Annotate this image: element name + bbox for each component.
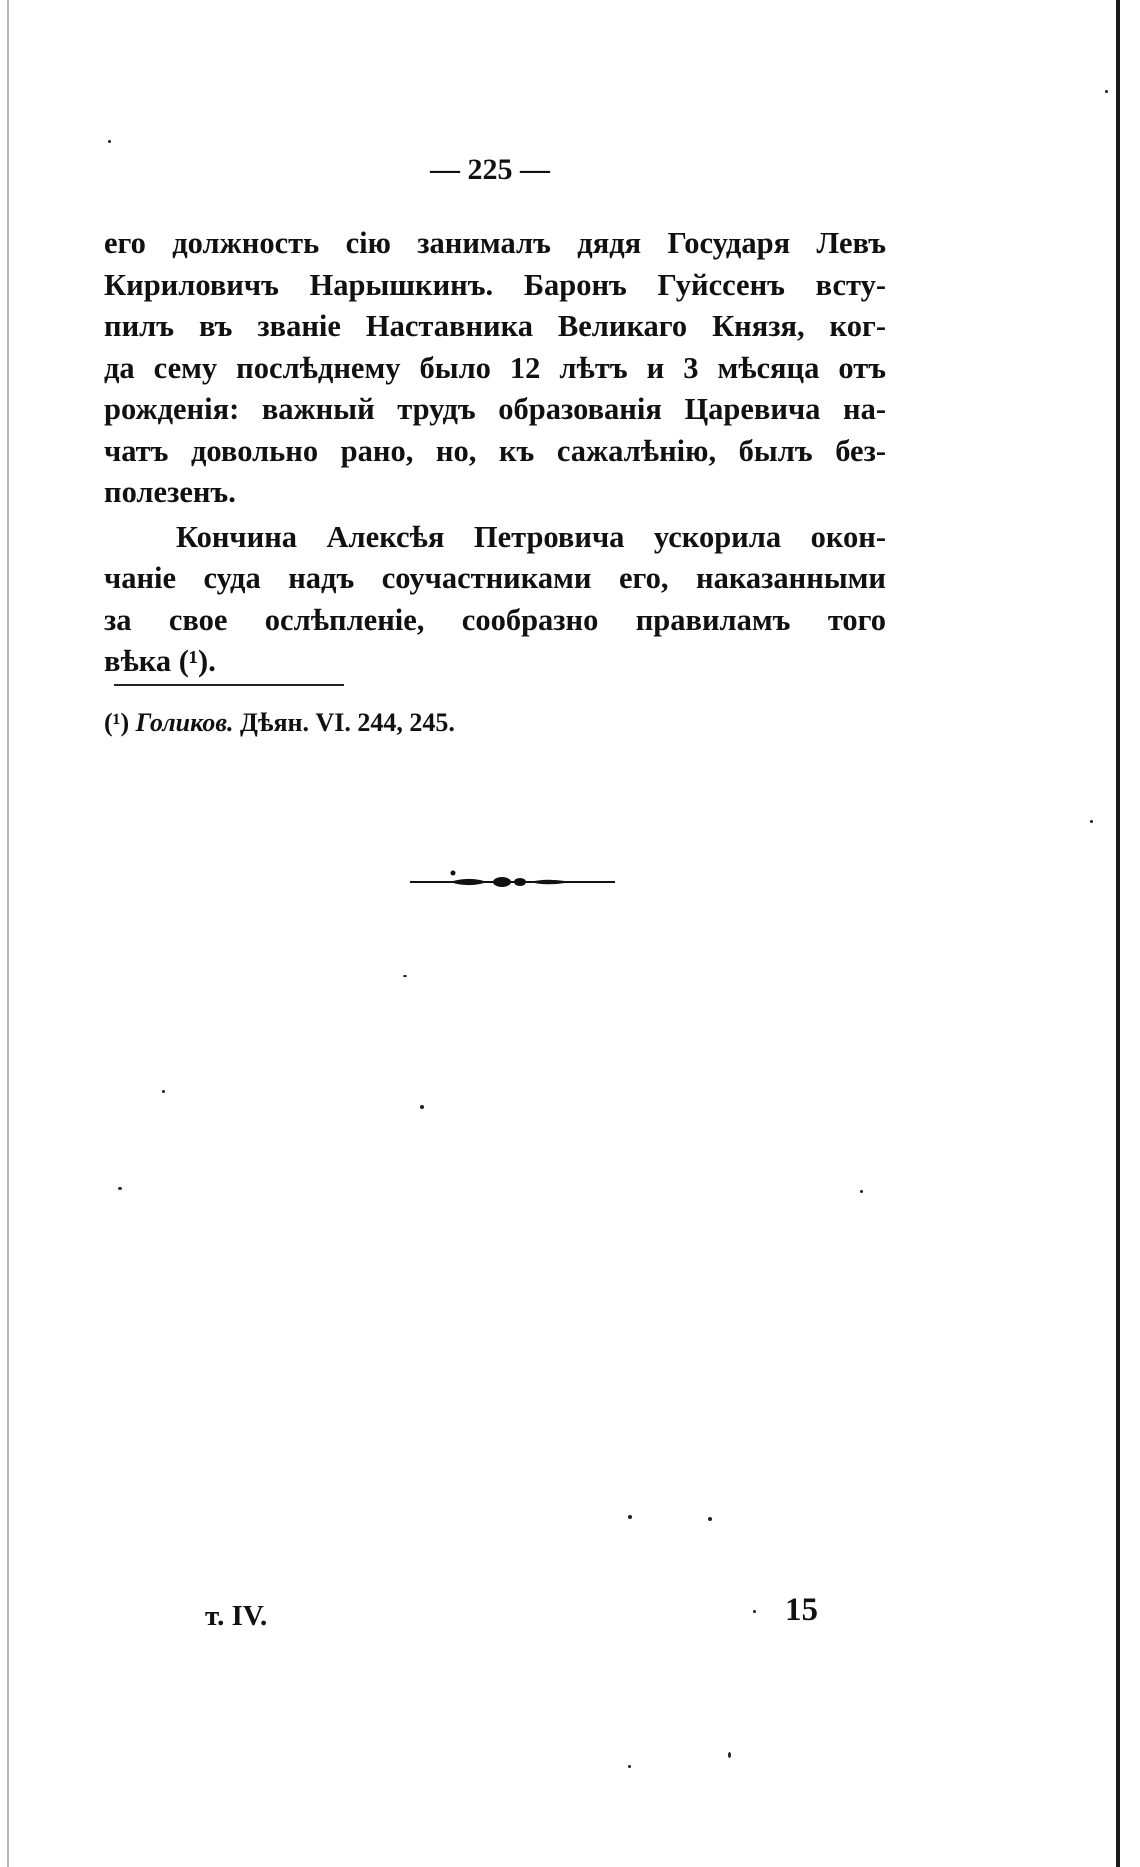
footnote-divider bbox=[114, 684, 344, 686]
sheet-number: 15 bbox=[785, 1592, 818, 1628]
paragraph-2 bbox=[104, 517, 886, 683]
text-line: полезенъ. bbox=[104, 475, 236, 509]
text-line: чаніе суда надъ соучастниками его, наказанными bbox=[104, 561, 886, 595]
scan-speck bbox=[1105, 90, 1108, 93]
volume-mark: т. IV. bbox=[205, 1600, 268, 1632]
scan-speck bbox=[162, 1090, 165, 1093]
scan-speck bbox=[420, 1105, 424, 1109]
text-line: Кириловичъ Нарышкинъ. Баронъ Гуйссенъ всту- bbox=[104, 267, 886, 302]
footnote bbox=[104, 708, 455, 738]
scan-speck bbox=[118, 1187, 122, 1190]
page-number: — 225 — bbox=[430, 153, 550, 186]
text-line: чатъ довольно рано, но, къ сажалѣнію, былъ без- bbox=[104, 433, 886, 468]
scan-speck bbox=[753, 1610, 756, 1613]
footnote-author: Голиков. bbox=[135, 708, 234, 737]
scan-edge-right bbox=[1116, 0, 1120, 1867]
ornament-divider-icon bbox=[410, 870, 615, 894]
scan-speck bbox=[1090, 820, 1093, 823]
scan-speck bbox=[708, 1517, 712, 1521]
scan-speck bbox=[628, 1515, 632, 1519]
scan-speck bbox=[403, 975, 407, 977]
scan-speck bbox=[860, 1190, 863, 1193]
scan-speck bbox=[728, 1752, 731, 1758]
text-line: рожденія: важный трудъ образованія Царевича на- bbox=[104, 392, 886, 426]
text-line: да сему послѣднему было 12 лѣтъ и 3 мѣсяца отъ bbox=[104, 350, 886, 385]
text-line: пилъ въ званіе Наставника Великаго Князя, ког- bbox=[104, 309, 886, 343]
scan-speck bbox=[628, 1765, 631, 1768]
body-text bbox=[104, 223, 886, 683]
text-line: за свое ослѣпленіе, сообразно правиламъ того bbox=[104, 602, 886, 637]
scan-edge-left bbox=[7, 0, 9, 1867]
text-line: Кончина Алексѣя Петровича ускорила окон- bbox=[176, 519, 886, 554]
paragraph-1 bbox=[104, 223, 886, 514]
scan-speck bbox=[108, 140, 111, 143]
footnote-reference: Дѣян. VI. 244, 245. bbox=[239, 708, 455, 737]
footnote-marker: (¹) bbox=[104, 708, 130, 737]
text-line: его должность сію занималъ дядя Государя Левъ bbox=[104, 226, 886, 260]
text-line: вѣка (¹). bbox=[104, 644, 216, 678]
